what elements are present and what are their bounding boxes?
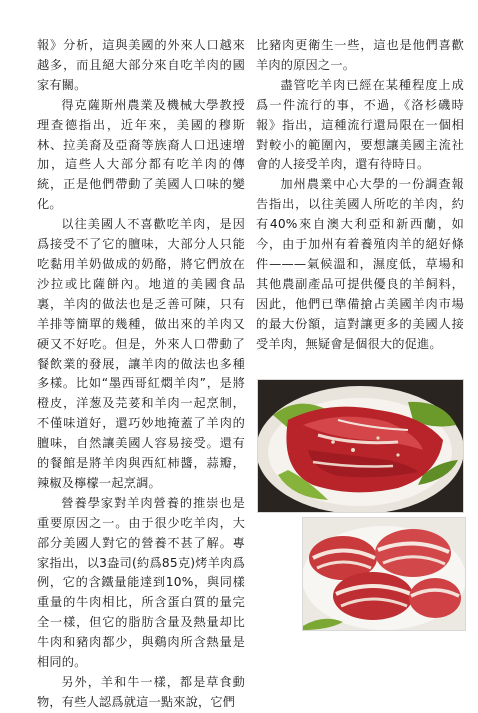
lamb-rolls-image (303, 518, 465, 630)
right-text-column (256, 36, 464, 355)
lamb-slices-image (258, 380, 463, 512)
paragraph: 以往美國人不喜歡吃羊肉，是因爲接受不了它的膻味，大部分人只能吃黏用羊奶做成的奶酪，將它們放在沙拉或比薩餅內。地道的美國食品裏，羊肉的做法也是乏善可陳，只有羊排等簡單的幾種，做出來的羊肉又硬又不好吃。但是，外來人口帶動了餐飲業的發展，讓羊肉的做法也多種多樣。比如“墨西哥紅燜羊肉”，是將橙皮，洋葱及芫荽和羊肉一起烹制，不僅味道好，還巧妙地掩蓋了羊肉的膻味，自然讓美國人容易接受。還有的餐館是將羊肉與西紅柿醬，蒜瓣，辣椒及檸檬一起烹調。 (37, 217, 245, 490)
paragraph: 得克薩斯州農業及機械大學教授理查德指出，近年來，美國的穆斯林、拉美裔及亞裔等族裔人口迅速增加，這些人大部分都有吃羊肉的傳統，正是他們帶動了美國人口味的變化。 (37, 97, 245, 212)
lamb-dish-photo (258, 380, 463, 512)
paragraph: 加州農業中心大學的一份調查報告指出，以往美國人所吃的羊肉，約有40%來自澳大利亞和新西蘭，如今，由于加州有着養殖肉羊的絕好條件———氣候溫和，濕度低，草場和其他農副產品可提供優良的羊飼料，因此，他們已準備搶占美國羊肉市場的最大份額，這對讓更多的美國人接受羊肉，無疑會是個很大的促進。 (256, 177, 464, 351)
left-text-column (37, 36, 245, 713)
paragraph: 另外，羊和牛一樣，都是草食動物，有些人認爲就這一點來說，它們 (37, 675, 245, 709)
paragraph: 報》分析，這與美國的外來人口越來越多，而且絕大部分來自吃羊肉的國家有關。 (37, 38, 245, 92)
lamb-rolls-photo (303, 518, 465, 630)
paragraph: 盡管吃羊肉已經在某種程度上成爲一件流行的事，不過，《洛杉磯時報》指出，這種流行還局限在一個相對較小的範圍內，要想讓美國主流社會的人接受羊肉，還有待時日。 (256, 77, 464, 172)
paragraph: 營養學家對羊肉營養的推崇也是重要原因之一。由于很少吃羊肉，大部分美國人對它的營養不甚了解。專家指出，以3盎司(約爲85克)烤羊肉爲例，它的含鐵量能達到10%，與同樣重量的牛肉相比，所含蛋白質的量完全一樣，但它的脂肪含量及熱量却比牛肉和豬肉都少，與鷄肉所含熱量是相同的。 (37, 495, 245, 670)
paragraph: 比豬肉更衛生一些，這也是他們喜歡羊肉的原因之一。 (256, 38, 464, 72)
